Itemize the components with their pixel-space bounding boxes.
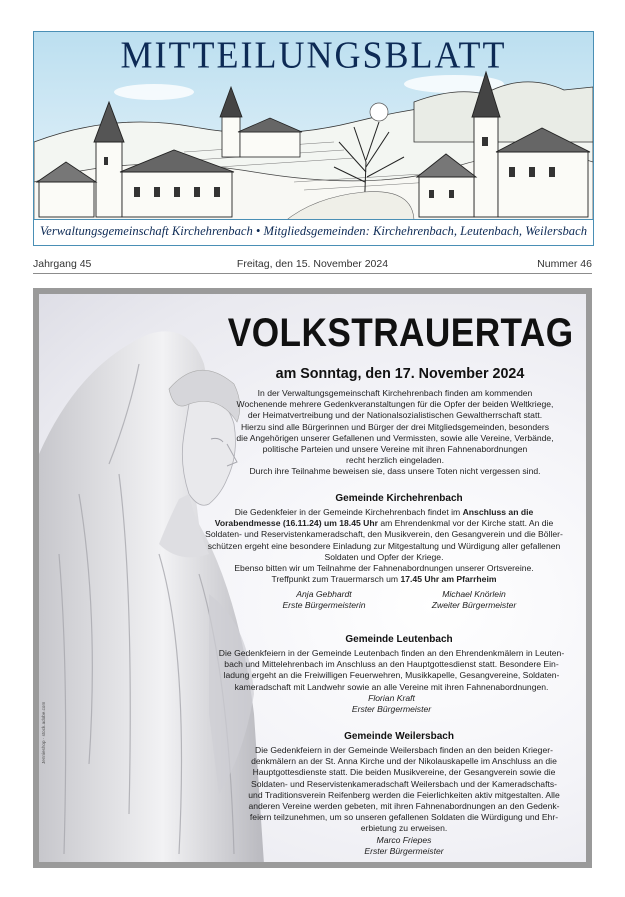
intro-line: recht herzlich eingeladen.	[346, 455, 444, 466]
text-line: Soldaten und Opfer der Kriege.	[324, 551, 444, 562]
section-title-leutenbach: Gemeinde Leutenbach	[345, 634, 453, 645]
section-kirchehrenbach-text	[179, 507, 589, 585]
issue-date: Freitag, den 15. November 2024	[236, 258, 389, 270]
section-title-kirchehrenbach: Gemeinde Kirchehrenbach	[335, 493, 463, 504]
masthead-subtitle-strip	[34, 219, 593, 245]
signature-role: Erster Bürgermeister	[364, 846, 444, 857]
section-weilersbach-text	[219, 745, 589, 857]
text-emphasis: 17.45 Uhr am Pfarrheim	[400, 574, 497, 585]
text-line: ladung ergeht an die Freiwilligen Feuerwehren, Musikkapelle, Gesangvereine, Soldaten-	[223, 670, 560, 681]
signature-name: Anja Gebhardt	[296, 589, 352, 599]
text-line: anderen Vereine werden gebeten, mit ihren Fahnenabordnungen an den Gedenk-	[248, 801, 560, 812]
intro-line: In der Verwaltungsgemeinschaft Kirchehrenbach finden am kommenden	[257, 388, 533, 398]
poster-subhead: am Sonntag, den 17. November 2024	[275, 366, 525, 382]
issue-volume: Jahrgang 45	[33, 258, 92, 270]
intro-line: Hierzu sind alle Bürgerinnen und Bürger der drei Mitgliedsgemeinden, besonders	[240, 421, 550, 432]
text-line: Die Gedenkfeiern in der Gemeinde Leutenbach finden an den Ehrendenkmälern in Leuten-	[218, 648, 565, 658]
signature-name: Michael Knörlein	[442, 589, 506, 599]
photo-credit: Jennieshop · stock.adobe.com	[41, 701, 46, 764]
text-line	[179, 518, 589, 529]
masthead-title: MITTEILUNGSBLATT	[120, 34, 507, 76]
text-line: bach und Mittelehrenbach im Anschluss an den Hauptgottesdienst statt. Besondere Ein-	[224, 659, 559, 670]
issue-line	[33, 255, 592, 274]
text-line: denkmälern an der St. Anna Kirche und der Nikolauskapelle im Anschluss an die	[251, 756, 557, 767]
masthead	[33, 31, 594, 246]
text-line: Die Gedenkfeiern in der Gemeinde Weilersbach finden an den beiden Krieger-	[255, 745, 553, 755]
signature-pair-kirchehrenbach	[249, 589, 549, 612]
poster-headline: VOLKSTRAUERTAG	[227, 311, 574, 355]
section-title-weilersbach: Gemeinde Weilersbach	[344, 731, 454, 742]
masthead-subtitle: Verwaltungsgemeinschaft Kirchehrenbach • Mitgliedsgemeinden: Kirchehrenbach, Leutenbach, Weilersbach	[40, 224, 587, 238]
text-line	[179, 507, 589, 518]
signature-name: Marco Friepes	[376, 834, 432, 845]
issue-number: Nummer 46	[537, 258, 592, 270]
signature-role: Zweiter Bürgermeister	[431, 600, 517, 611]
signature-role: Erste Bürgermeisterin	[282, 600, 366, 611]
intro-line: der Heimatvertreibung und der Nationalsozialistischen Gewaltherrschaft statt.	[247, 410, 543, 421]
text-line: Ebenso bitten wir um Teilnahme der Fahnenabordnungen unserer Ortsvereine.	[234, 563, 534, 574]
text-emphasis: Vorabendmesse (16.11.24) um 18.45 Uhr	[214, 518, 378, 529]
intro-line: Wochenende mehrere Gedenkveranstaltungen für die Opfer der beiden Weltkriege,	[236, 399, 554, 410]
text-line: erbietung zu erweisen.	[360, 823, 448, 834]
signature-name: Florian Kraft	[368, 692, 415, 703]
intro-line: politische Parteien und unsere Vereine mit ihren Fahnenabordnungen	[262, 444, 528, 455]
text-line: Soldaten- und Reservistenkameradschaft, den Musikverein, den Gesangverein und die Böller-	[205, 529, 563, 540]
signature-second-mayor	[399, 589, 549, 612]
text-line: kameradschaft mit Landwehr sowie an alle Vereine mit ihren Fahnenabordnungen.	[234, 681, 549, 692]
intro-paragraph	[209, 388, 581, 478]
text-fragment: Treffpunkt zum Trauermarsch um	[271, 574, 401, 585]
text-line: Soldaten- und Reservistenkameradschaft Weilersbach und der Kameradschafts-	[250, 778, 558, 789]
text-line: Hauptgottesdienste statt. Die beiden Musikvereine, der Gesangverein sowie die	[252, 767, 556, 778]
text-line: schützen ergeht eine besondere Einladung zur Mitgestaltung und Würdigung aller gefallenen	[207, 540, 561, 551]
volkstrauertag-poster	[33, 288, 592, 868]
signature-role: Erster Bürgermeister	[351, 704, 432, 715]
text-line: und Traditionsverein Reifenberg werden die Feierlichkeiten aktiv mitgestalten. Alle	[248, 789, 560, 800]
text-line	[179, 574, 589, 585]
text-fragment: Die Gedenkfeier in der Gemeinde Kirchehrenbach findet im	[234, 507, 463, 517]
intro-closing: Durch ihre Teilnahme beweisen sie, dass unsere Toten nicht vergessen sind.	[249, 466, 541, 477]
section-leutenbach-text	[194, 648, 589, 716]
text-fragment: am Ehrendenkmal vor der Kirche statt. An die	[377, 518, 554, 529]
text-emphasis: Anschluss an die	[462, 507, 534, 517]
signature-first-mayor	[249, 589, 399, 612]
intro-line: die Angehörigen unserer Gefallenen und Vermissten, sowie alle Vereine, Verbände,	[236, 432, 554, 443]
text-line: feiern teilzunehmen, um so unseren gefallenen Soldaten die Würdigung und Ehr-	[249, 812, 559, 823]
